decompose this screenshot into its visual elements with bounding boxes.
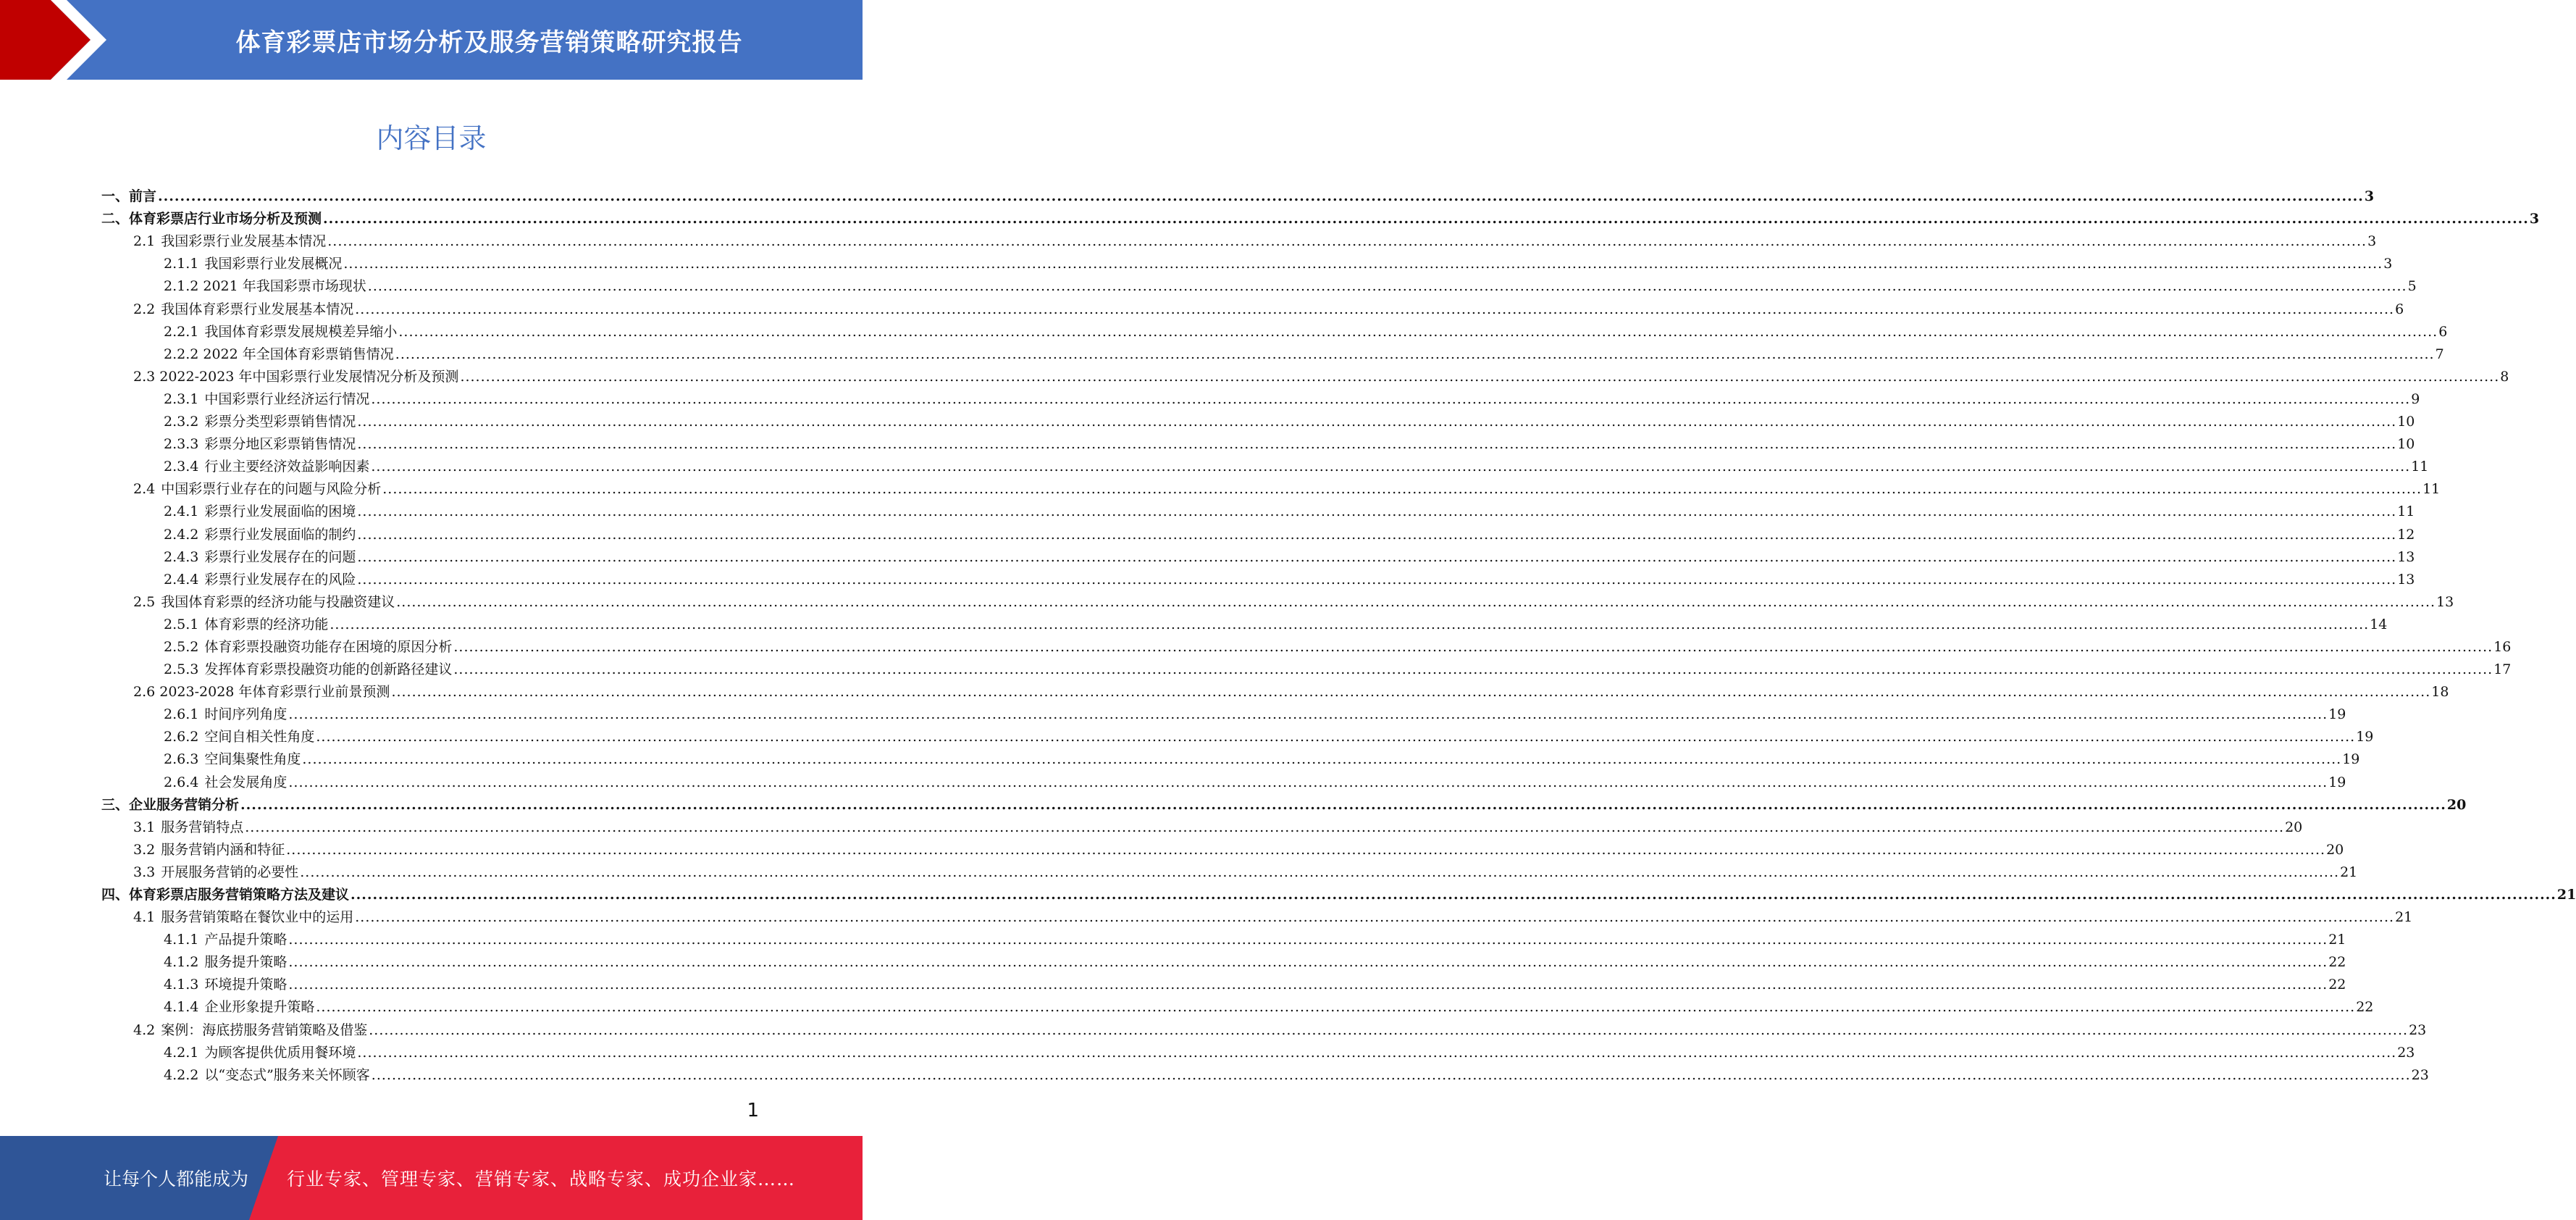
- toc-page-number: 19: [2328, 706, 2346, 723]
- toc-leader-dots: ................................................................................................................................................................................................................................................................................................................................................................................................................: [288, 977, 2328, 993]
- toc-entry-title: [164, 323, 398, 340]
- toc-page-number: 11: [2397, 504, 2415, 520]
- toc-page-number: 3: [2529, 211, 2540, 227]
- toc-page-number: 20: [2446, 796, 2467, 813]
- toc-entry-title: [164, 931, 288, 948]
- toc-leader-dots: ................................................................................................................................................................................................................................................................................................................................................................................................................: [316, 999, 2356, 1016]
- toc-entry[interactable]: [101, 430, 2415, 453]
- toc-entry[interactable]: [101, 903, 2413, 926]
- toc-entry[interactable]: [101, 453, 2429, 475]
- toc-entry-text: 彩票行业发展存在的问题: [204, 548, 356, 565]
- toc-entry[interactable]: [101, 611, 2388, 633]
- toc-entry-number: 2.2: [133, 301, 156, 317]
- toc-entry-title: [133, 368, 460, 385]
- document-title: 体育彩票店市场分析及服务营销策略研究报告: [235, 28, 743, 57]
- toc-entry-title: [164, 953, 288, 971]
- toc-entry-number: 4.2.2: [164, 1066, 199, 1083]
- toc-entry-text: 体育彩票的经济功能: [204, 616, 329, 632]
- toc-entry-number: 4.1: [133, 909, 156, 926]
- toc-entry-title: [164, 548, 357, 566]
- toc-page-number: 21: [2395, 909, 2413, 926]
- toc-entry-text: 行业主要经济效益影响因素: [204, 459, 370, 475]
- toc-entry-title: [101, 210, 323, 227]
- toc-entry-number: 2.3.1: [164, 390, 199, 407]
- toc-entry-number: 2.4.2: [164, 526, 199, 543]
- toc-page-number: 18: [2431, 684, 2449, 701]
- toc-leader-dots: ................................................................................................................................................................................................................................................................................................................................................................................................................: [288, 954, 2328, 971]
- toc-page-number: 14: [2370, 616, 2388, 632]
- toc-page-number: 23: [2409, 1021, 2427, 1038]
- toc-entry-title: [133, 908, 355, 926]
- toc-leader-dots: ................................................................................................................................................................................................................................................................................................................................................................................................................: [357, 1044, 2397, 1061]
- toc-leader-dots: ................................................................................................................................................................................................................................................................................................................................................................................................................: [288, 774, 2328, 790]
- toc-entry-text: 我国体育彩票的经济功能与投融资建议: [161, 593, 395, 610]
- toc-entry-title: [133, 1021, 369, 1039]
- toc-entry-text: 彩票分地区彩票销售情况: [204, 436, 356, 453]
- toc-entry[interactable]: [101, 858, 2358, 881]
- toc-leader-dots: ................................................................................................................................................................................................................................................................................................................................................................................................................: [398, 323, 2438, 340]
- toc-entry-text: 案例：海底捞服务营销策略及借鉴: [161, 1021, 368, 1038]
- toc-page-number: 11: [2422, 481, 2441, 498]
- toc-entry[interactable]: [101, 723, 2374, 745]
- toc-entry-text: 时间序列角度: [204, 706, 288, 723]
- toc-entry-title: [133, 683, 391, 701]
- toc-entry[interactable]: [101, 633, 2512, 656]
- toc-entry[interactable]: [101, 1039, 2415, 1061]
- toc-entry[interactable]: [101, 183, 2375, 205]
- toc-entry-text: 服务营销内涵和特征: [161, 841, 285, 858]
- toc-page-number: 23: [2397, 1044, 2415, 1061]
- toc-leader-dots: ................................................................................................................................................................................................................................................................................................................................................................................................................: [302, 751, 2342, 768]
- toc-entry-text: 社会发展角度: [204, 774, 288, 790]
- toc-entry[interactable]: [101, 948, 2346, 971]
- toc-entry-title: [164, 1066, 372, 1084]
- toc-leader-dots: ................................................................................................................................................................................................................................................................................................................................................................................................................: [395, 346, 2435, 362]
- footer-slogan: 让每个人都能成为: [104, 1169, 249, 1190]
- toc-leader-dots: ................................................................................................................................................................................................................................................................................................................................................................................................................: [288, 706, 2328, 723]
- toc-entry-text: 为顾客提供优质用餐环境: [204, 1044, 356, 1061]
- toc-leader-dots: ................................................................................................................................................................................................................................................................................................................................................................................................................: [357, 436, 2397, 453]
- toc-entry[interactable]: [101, 678, 2449, 701]
- toc-entry-text: 2.3 2022-2023 年中国彩票行业发展情况分析及预测: [133, 368, 459, 385]
- toc-entry-text: 我国彩票行业发展基本情况: [161, 233, 327, 250]
- toc-entry-number: 2.5.2: [164, 638, 199, 655]
- toc-entry-text: 环境提升策略: [204, 977, 288, 993]
- toc-page-number: 3: [2367, 233, 2377, 250]
- toc-entry-text: 以“变态式”服务来关怀顾客: [204, 1066, 370, 1083]
- toc-entry-number: 2.4.3: [164, 548, 199, 565]
- toc-heading: 内容目录: [376, 122, 487, 154]
- toc-entry[interactable]: [101, 814, 2303, 836]
- toc-page-number: 21: [2328, 932, 2346, 948]
- toc-entry-text: 开展服务营销的必要性: [161, 864, 299, 880]
- toc-leader-dots: ................................................................................................................................................................................................................................................................................................................................................................................................................: [371, 1066, 2411, 1083]
- toc-leader-dots: ................................................................................................................................................................................................................................................................................................................................................................................................................: [323, 211, 2529, 227]
- toc-page-number: 22: [2328, 954, 2346, 971]
- toc-entry-number: 2.6.2: [164, 729, 199, 745]
- toc-entry-title: [164, 503, 357, 520]
- toc-entry-text: 空间自相关性角度: [204, 729, 315, 745]
- toc-entry-title: [164, 638, 453, 656]
- toc-leader-dots: ................................................................................................................................................................................................................................................................................................................................................................................................................: [357, 526, 2397, 543]
- toc-entry-number: 3.2: [133, 841, 156, 858]
- toc-entry-text: 产品提升策略: [204, 932, 288, 948]
- toc-entry-text: 彩票行业发展面临的困境: [204, 504, 356, 520]
- toc-page-number: 20: [2326, 841, 2344, 858]
- toc-entry-title: [164, 774, 288, 791]
- toc-entry[interactable]: [101, 205, 2540, 227]
- page-number: 1: [747, 1100, 759, 1121]
- toc-entry-text: 二、体育彩票店行业市场分析及预测: [101, 211, 322, 227]
- toc-leader-dots: ................................................................................................................................................................................................................................................................................................................................................................................................................: [351, 887, 2556, 903]
- toc-entry-text: 我国体育彩票行业发展基本情况: [161, 301, 354, 317]
- toc-leader-dots: ................................................................................................................................................................................................................................................................................................................................................................................................................: [382, 481, 2422, 498]
- toc-page-number: 19: [2328, 774, 2346, 790]
- toc-entry-text: 中国彩票行业存在的问题与风险分析: [161, 481, 382, 498]
- toc-entry-number: 4.1.4: [164, 999, 199, 1016]
- toc-entry-number: 2.3.2: [164, 414, 199, 430]
- toc-leader-dots: ................................................................................................................................................................................................................................................................................................................................................................................................................: [357, 504, 2397, 520]
- toc-entry-title: [101, 188, 158, 205]
- toc-page-number: 7: [2435, 346, 2444, 362]
- toc-entry[interactable]: [101, 768, 2346, 790]
- toc-entry-title: [164, 255, 343, 272]
- toc-entry-title: [133, 864, 300, 881]
- toc-entry-number: 4.2.1: [164, 1044, 199, 1061]
- toc-entry-title: [133, 301, 355, 318]
- toc-entry[interactable]: [101, 363, 2509, 385]
- toc-entry-text: 2.1.2 2021 年我国彩票市场现状: [164, 278, 366, 295]
- toc-entry-title: [164, 976, 288, 993]
- toc-leader-dots: ................................................................................................................................................................................................................................................................................................................................................................................................................: [369, 1021, 2409, 1038]
- toc-entry[interactable]: [101, 926, 2346, 948]
- toc-leader-dots: ................................................................................................................................................................................................................................................................................................................................................................................................................: [371, 390, 2411, 407]
- toc-leader-dots: ................................................................................................................................................................................................................................................................................................................................................................................................................: [316, 729, 2356, 745]
- toc-entry-number: 4.1.1: [164, 932, 199, 948]
- toc-leader-dots: ................................................................................................................................................................................................................................................................................................................................................................................................................: [396, 593, 2436, 610]
- toc-entry-text: 体育彩票投融资功能存在困境的原因分析: [204, 638, 453, 655]
- toc-leader-dots: ................................................................................................................................................................................................................................................................................................................................................................................................................: [286, 841, 2326, 858]
- toc-entry[interactable]: [101, 745, 2360, 768]
- toc-entry[interactable]: [101, 566, 2415, 588]
- toc-entry-text: 服务营销特点: [161, 819, 244, 835]
- toc-entry-title: [164, 751, 302, 768]
- toc-entry-text: 服务营销策略在餐饮业中的运用: [161, 909, 354, 926]
- toc-entry-title: [164, 458, 371, 475]
- toc-leader-dots: ................................................................................................................................................................................................................................................................................................................................................................................................................: [357, 548, 2397, 565]
- toc-page-number: 12: [2397, 526, 2415, 543]
- toc-entry[interactable]: [101, 543, 2415, 566]
- toc-entry-title: [164, 616, 330, 633]
- toc-page-number: 3: [2383, 256, 2393, 272]
- toc-entry-number: 4.2: [133, 1021, 156, 1038]
- toc-page-number: 9: [2411, 390, 2420, 407]
- toc-leader-dots: ................................................................................................................................................................................................................................................................................................................................................................................................................: [357, 571, 2397, 588]
- toc-entry[interactable]: [101, 1061, 2429, 1084]
- toc-entry-title: [164, 413, 357, 430]
- toc-leader-dots: ................................................................................................................................................................................................................................................................................................................................................................................................................: [453, 638, 2493, 655]
- toc-entry-number: 2.6.3: [164, 751, 199, 768]
- toc-entry-title: [164, 998, 316, 1016]
- toc-entry-title: [133, 480, 382, 498]
- toc-leader-dots: ................................................................................................................................................................................................................................................................................................................................................................................................................: [300, 864, 2340, 880]
- toc-entry[interactable]: [101, 1016, 2427, 1038]
- toc-entry-number: 2.3.4: [164, 459, 199, 475]
- toc-entry-text: 彩票分类型彩票销售情况: [204, 414, 356, 430]
- toc-entry-text: 彩票行业发展存在的风险: [204, 571, 356, 588]
- toc-page-number: 22: [2328, 977, 2346, 993]
- toc-page-number: 19: [2342, 751, 2360, 768]
- toc-entry[interactable]: [101, 385, 2420, 408]
- toc-entry-title: [164, 435, 357, 453]
- toc-leader-dots: ................................................................................................................................................................................................................................................................................................................................................................................................................: [330, 616, 2370, 632]
- toc-entry-title: [164, 661, 453, 678]
- toc-page-number: 20: [2285, 819, 2303, 835]
- toc-leader-dots: ................................................................................................................................................................................................................................................................................................................................................................................................................: [343, 256, 2383, 272]
- toc-entry-title: [133, 233, 327, 250]
- toc-entry[interactable]: [101, 295, 2404, 317]
- toc-entry-text: 企业形象提升策略: [204, 999, 315, 1016]
- toc-entry-number: 2.6.4: [164, 774, 199, 790]
- toc-page-number: 16: [2493, 638, 2512, 655]
- toc-entry-number: 2.1.1: [164, 256, 199, 272]
- toc-page-number: 3: [2364, 188, 2375, 205]
- toc-entry[interactable]: [101, 272, 2417, 295]
- toc-entry-number: 2.3.3: [164, 436, 199, 453]
- toc-entry-text: 一、前言: [101, 188, 157, 205]
- toc-entry-number: 2.6.1: [164, 706, 199, 723]
- toc-entry[interactable]: [101, 701, 2346, 723]
- toc-leader-dots: ................................................................................................................................................................................................................................................................................................................................................................................................................: [355, 301, 2395, 317]
- toc-entry-number: 2.4.1: [164, 504, 199, 520]
- header-arrow-decoration: [0, 0, 145, 80]
- toc-page-number: 23: [2411, 1066, 2429, 1083]
- toc-entry-title: [164, 706, 288, 723]
- toc-leader-dots: ................................................................................................................................................................................................................................................................................................................................................................................................................: [355, 909, 2395, 926]
- toc-entry-title: [101, 886, 351, 903]
- toc-leader-dots: ................................................................................................................................................................................................................................................................................................................................................................................................................: [357, 414, 2397, 430]
- toc-entry-number: 3.3: [133, 864, 156, 880]
- toc-entry-text: 空间集聚性角度: [204, 751, 301, 768]
- toc-page-number: 19: [2356, 729, 2374, 745]
- toc-entry-title: [164, 1044, 357, 1061]
- toc-entry[interactable]: [101, 408, 2415, 430]
- toc-entry-text: 四、体育彩票店服务营销策略方法及建议: [101, 887, 350, 903]
- toc-entry[interactable]: [101, 498, 2415, 520]
- toc-page-number: 21: [2556, 887, 2576, 903]
- toc-entry-title: [101, 796, 240, 814]
- toc-entry-text: 我国体育彩票发展规模差异缩小: [204, 323, 398, 340]
- toc-page-number: 5: [2407, 278, 2417, 295]
- toc-entry[interactable]: [101, 971, 2346, 993]
- toc-entry[interactable]: [101, 993, 2374, 1016]
- table-of-contents: [101, 183, 2576, 1084]
- toc-page-number: 11: [2411, 459, 2429, 475]
- header-bar: [0, 0, 863, 80]
- toc-entry[interactable]: [101, 656, 2512, 678]
- toc-leader-dots: ................................................................................................................................................................................................................................................................................................................................................................................................................: [288, 932, 2328, 948]
- toc-entry[interactable]: [101, 791, 2467, 814]
- toc-entry-title: [164, 728, 316, 745]
- toc-page-number: 6: [2438, 323, 2448, 340]
- toc-entry-number: 2.5.1: [164, 616, 199, 632]
- toc-leader-dots: ................................................................................................................................................................................................................................................................................................................................................................................................................: [371, 459, 2411, 475]
- toc-entry-text: 发挥体育彩票投融资功能的创新路径建议: [204, 661, 453, 678]
- footer-roles: 行业专家、管理专家、营销专家、战略专家、成功企业家……: [287, 1169, 796, 1190]
- footer-banner: [0, 1136, 863, 1220]
- toc-entry-title: [164, 526, 357, 543]
- toc-entry-number: 2.5: [133, 593, 156, 610]
- toc-leader-dots: ................................................................................................................................................................................................................................................................................................................................................................................................................: [240, 796, 2446, 813]
- toc-entry[interactable]: [101, 520, 2415, 543]
- toc-entry-number: 3.1: [133, 819, 156, 835]
- toc-entry[interactable]: [101, 475, 2441, 498]
- toc-entry-text: 中国彩票行业经济运行情况: [204, 390, 370, 407]
- toc-entry-text: 彩票行业发展面临的制约: [204, 526, 356, 543]
- toc-entry-title: [133, 819, 245, 836]
- toc-entry-text: 2.2.2 2022 年全国体育彩票销售情况: [164, 346, 394, 362]
- toc-page-number: 8: [2500, 368, 2509, 385]
- toc-page-number: 13: [2397, 548, 2415, 565]
- toc-page-number: 17: [2493, 661, 2512, 678]
- toc-leader-dots: ................................................................................................................................................................................................................................................................................................................................................................................................................: [367, 278, 2407, 295]
- toc-entry-number: 2.2.1: [164, 323, 199, 340]
- toc-entry-title: [133, 593, 396, 611]
- toc-entry-title: [164, 571, 357, 588]
- toc-entry-number: 4.1.2: [164, 954, 199, 971]
- toc-entry-text: 服务提升策略: [204, 954, 288, 971]
- toc-entry[interactable]: [101, 227, 2377, 250]
- toc-leader-dots: ................................................................................................................................................................................................................................................................................................................................................................................................................: [391, 684, 2431, 701]
- toc-leader-dots: ................................................................................................................................................................................................................................................................................................................................................................................................................: [158, 188, 2364, 205]
- toc-entry-text: 2.6 2023-2028 年体育彩票行业前景预测: [133, 684, 390, 701]
- toc-entry[interactable]: [101, 250, 2393, 272]
- toc-entry[interactable]: [101, 340, 2444, 363]
- toc-leader-dots: ................................................................................................................................................................................................................................................................................................................................................................................................................: [245, 819, 2285, 835]
- toc-leader-dots: ................................................................................................................................................................................................................................................................................................................................................................................................................: [453, 661, 2493, 678]
- toc-entry-number: 4.1.3: [164, 977, 199, 993]
- toc-leader-dots: ................................................................................................................................................................................................................................................................................................................................................................................................................: [327, 233, 2367, 250]
- toc-entry-number: 2.4.4: [164, 571, 199, 588]
- toc-entry-title: [133, 841, 286, 858]
- toc-page-number: 22: [2356, 999, 2374, 1016]
- toc-entry-text: 三、企业服务营销分析: [101, 796, 240, 813]
- toc-entry-title: [164, 390, 371, 408]
- toc-leader-dots: ................................................................................................................................................................................................................................................................................................................................................................................................................: [460, 368, 2500, 385]
- toc-entry[interactable]: [101, 588, 2454, 611]
- toc-entry[interactable]: [101, 318, 2448, 340]
- toc-entry-text: 我国彩票行业发展概况: [204, 256, 343, 272]
- toc-page-number: 13: [2436, 593, 2454, 610]
- toc-entry-number: 2.1: [133, 233, 156, 250]
- toc-page-number: 13: [2397, 571, 2415, 588]
- toc-entry[interactable]: [101, 836, 2344, 858]
- toc-entry-number: 2.5.3: [164, 661, 199, 678]
- toc-entry-title: [164, 346, 395, 363]
- toc-entry[interactable]: [101, 881, 2576, 903]
- toc-page-number: 10: [2397, 436, 2415, 453]
- toc-page-number: 10: [2397, 414, 2415, 430]
- toc-entry-number: 2.4: [133, 481, 156, 498]
- toc-page-number: 21: [2340, 864, 2358, 880]
- toc-page-number: 6: [2395, 301, 2404, 317]
- toc-entry-title: [164, 277, 368, 295]
